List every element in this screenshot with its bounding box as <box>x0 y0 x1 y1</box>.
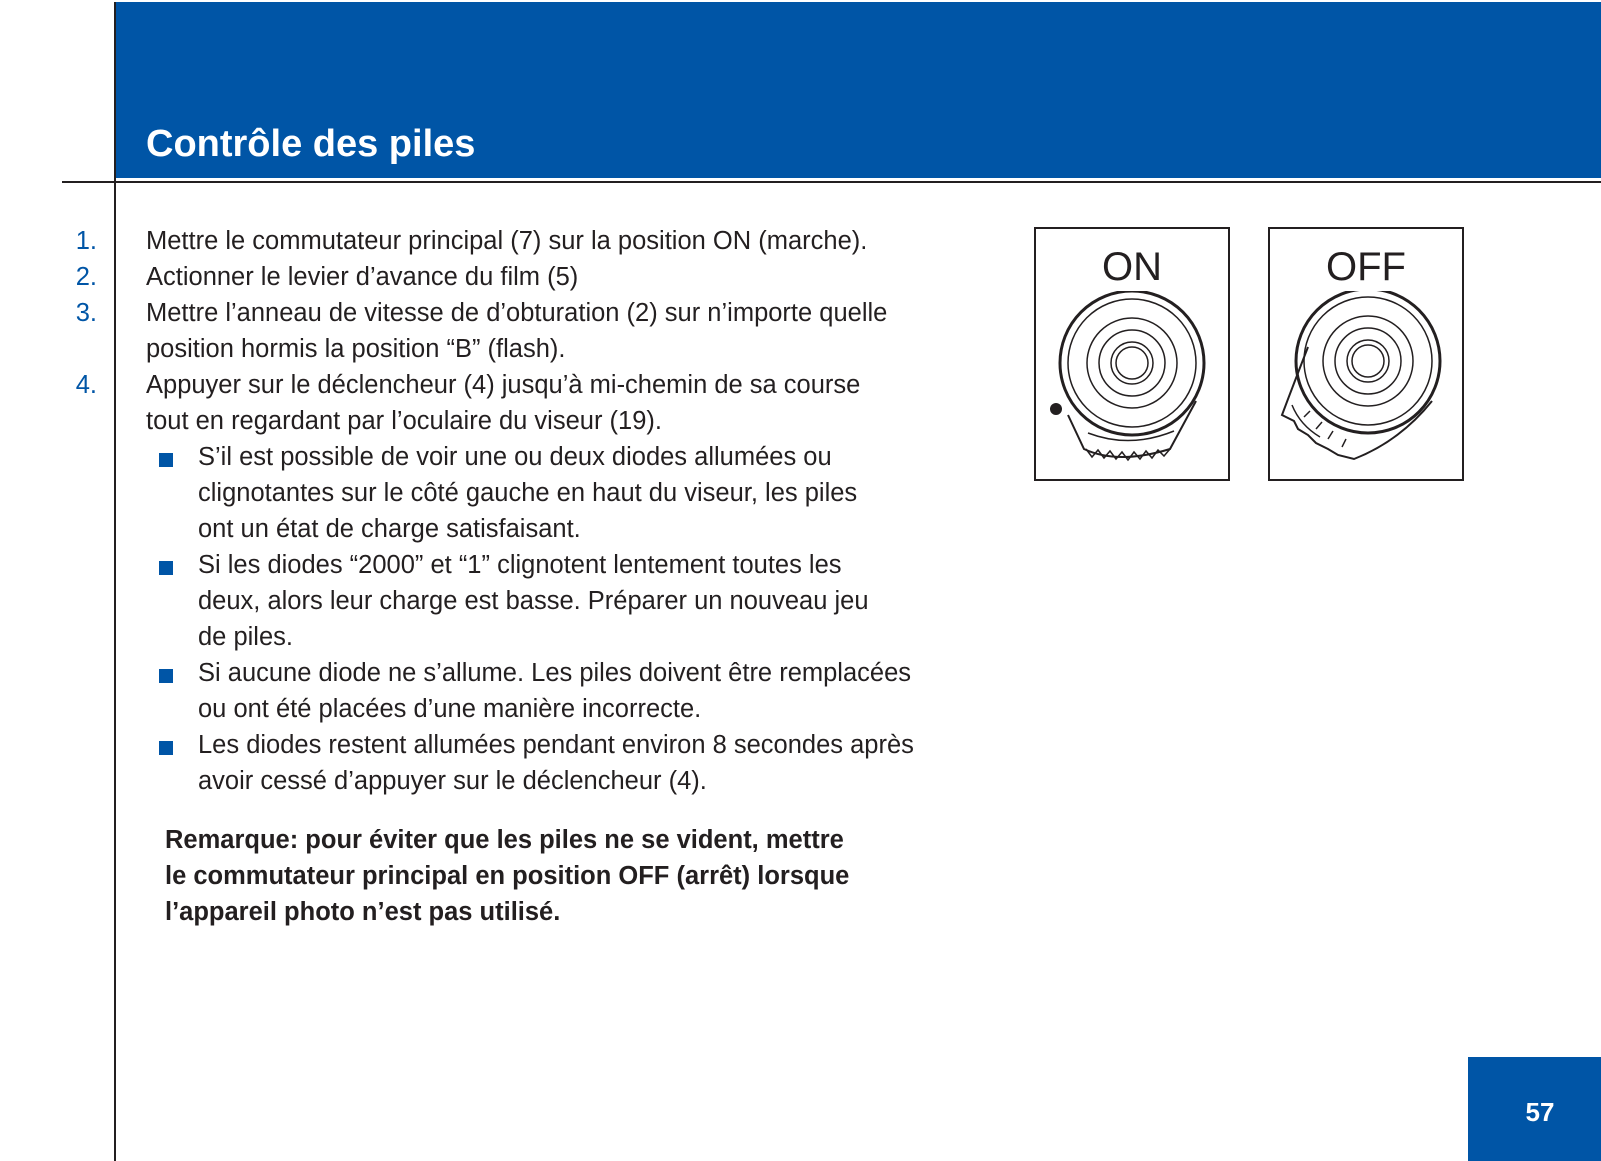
step-text-line: tout en regardant par l’oculaire du viseur (19). <box>146 407 662 435</box>
main-switch-off-icon <box>1270 291 1462 477</box>
page-number: 57 <box>1525 1097 1555 1127</box>
bullet-text-line: clignotantes sur le côté gauche en haut du viseur, les piles <box>198 479 858 507</box>
step-text-line: Mettre le commutateur principal (7) sur la position ON (marche). <box>146 227 868 255</box>
instruction-steps <box>0 223 1000 799</box>
bullet-text-line: de piles. <box>198 623 293 651</box>
main-switch-on-icon <box>1036 291 1228 477</box>
step-4-bullet-list <box>146 439 1000 799</box>
switch-off-illustration <box>1268 227 1464 481</box>
step-text-line: Actionner le levier d’avance du film (5) <box>146 263 579 291</box>
bullet-item <box>146 727 1000 799</box>
bullet-text-line: Les diodes restent allumées pendant environ 8 secondes après <box>198 731 914 759</box>
step-1 <box>0 223 1000 259</box>
bullet-item <box>146 439 1000 547</box>
square-bullet-icon <box>159 561 173 575</box>
square-bullet-icon <box>159 669 173 683</box>
step-number: 4. <box>75 371 97 399</box>
bullet-text-line: avoir cessé d’appuyer sur le déclencheur (4). <box>198 767 707 795</box>
header-rule-horizontal <box>62 181 1601 183</box>
square-bullet-icon <box>159 741 173 755</box>
step-3 <box>0 295 1000 367</box>
step-4 <box>0 367 1000 799</box>
remark-note <box>165 822 849 930</box>
step-2 <box>0 259 1000 295</box>
remark-line: l’appareil photo n’est pas utilisé. <box>165 898 561 926</box>
step-text-line: Mettre l’anneau de vitesse de d’obturation (2) sur n’importe quelle <box>146 299 888 327</box>
square-bullet-icon <box>159 453 173 467</box>
switch-on-illustration <box>1034 227 1230 481</box>
bullet-text-line: Si les diodes “2000” et “1” clignotent lentement toutes les <box>198 551 842 579</box>
bullet-text-line: Si aucune diode ne s’allume. Les piles doivent être remplacées <box>198 659 912 687</box>
step-text-line: position hormis la position “B” (flash). <box>146 335 566 363</box>
bullet-text-line: ont un état de charge satisfaisant. <box>198 515 581 543</box>
bullet-text-line: ou ont été placées d’une manière incorrecte. <box>198 695 702 723</box>
remark-line: le commutateur principal en position OFF (arrêt) lorsque <box>165 862 850 890</box>
step-number: 2. <box>75 263 97 291</box>
on-label: ON <box>1102 245 1162 289</box>
step-number: 1. <box>75 227 97 255</box>
remark-line: Remarque: pour éviter que les piles ne se vident, mettre <box>165 826 844 854</box>
page-title: Contrôle des piles <box>146 123 476 165</box>
step-number: 3. <box>75 299 97 327</box>
step-text-line: Appuyer sur le déclencheur (4) jusqu’à mi-chemin de sa course <box>146 371 861 399</box>
bullet-text-line: S’il est possible de voir une ou deux diodes allumées ou <box>198 443 832 471</box>
bullet-text-line: deux, alors leur charge est basse. Préparer un nouveau jeu <box>198 587 869 615</box>
page-number-box <box>1468 1057 1601 1161</box>
off-label: OFF <box>1326 245 1406 289</box>
bullet-item <box>146 547 1000 655</box>
bullet-item <box>146 655 1000 727</box>
